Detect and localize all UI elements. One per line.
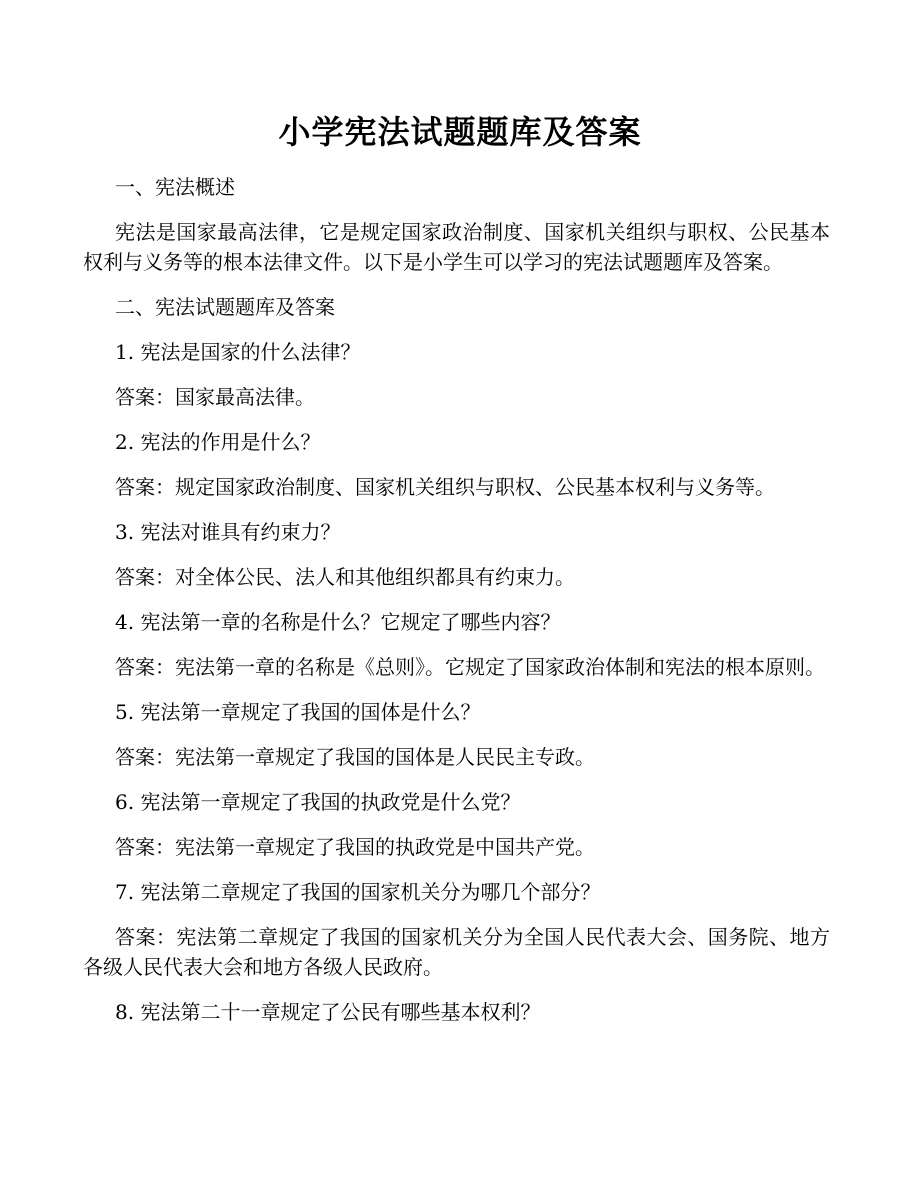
answer: 答案：规定国家政治制度、国家机关组织与职权、公民基本权利与义务等。 <box>115 475 775 499</box>
section-heading: 二、宪法试题题库及答案 <box>115 295 335 319</box>
document-body <box>83 172 830 1042</box>
question: 7. 宪法第二章规定了我国的国家机关分为哪几个部分？ <box>115 880 601 904</box>
answer: 答案：宪法第一章规定了我国的执政党是中国共产党。 <box>115 835 595 859</box>
answer: 答案：宪法第二章规定了我国的国家机关分为全国人民代表大会、国务院、地方各级人民代表大会和地方各级人民政府。 <box>83 925 830 979</box>
question: 2. 宪法的作用是什么？ <box>115 430 321 454</box>
document-title: 小学宪法试题题库及答案 <box>278 113 642 151</box>
answer: 答案：国家最高法律。 <box>115 385 315 409</box>
intro-paragraph: 宪法是国家最高法律，它是规定国家政治制度、国家机关组织与职权、公民基本权利与义务等的根本法律文件。以下是小学生可以学习的宪法试题题库及答案。 <box>83 220 830 274</box>
answer: 答案：宪法第一章规定了我国的国体是人民民主专政。 <box>115 745 595 769</box>
question: 4. 宪法第一章的名称是什么？它规定了哪些内容？ <box>115 610 561 634</box>
answer: 答案：宪法第一章的名称是《总则》。它规定了国家政治体制和宪法的根本原则。 <box>115 655 825 679</box>
question: 3. 宪法对谁具有约束力？ <box>115 520 341 544</box>
question: 6. 宪法第一章规定了我国的执政党是什么党？ <box>115 790 521 814</box>
question: 5. 宪法第一章规定了我国的国体是什么？ <box>115 700 481 724</box>
question: 1. 宪法是国家的什么法律？ <box>115 340 361 364</box>
answer: 答案：对全体公民、法人和其他组织都具有约束力。 <box>115 565 575 589</box>
section-heading: 一、宪法概述 <box>115 175 235 199</box>
question: 8. 宪法第二十一章规定了公民有哪些基本权利？ <box>115 1000 541 1024</box>
